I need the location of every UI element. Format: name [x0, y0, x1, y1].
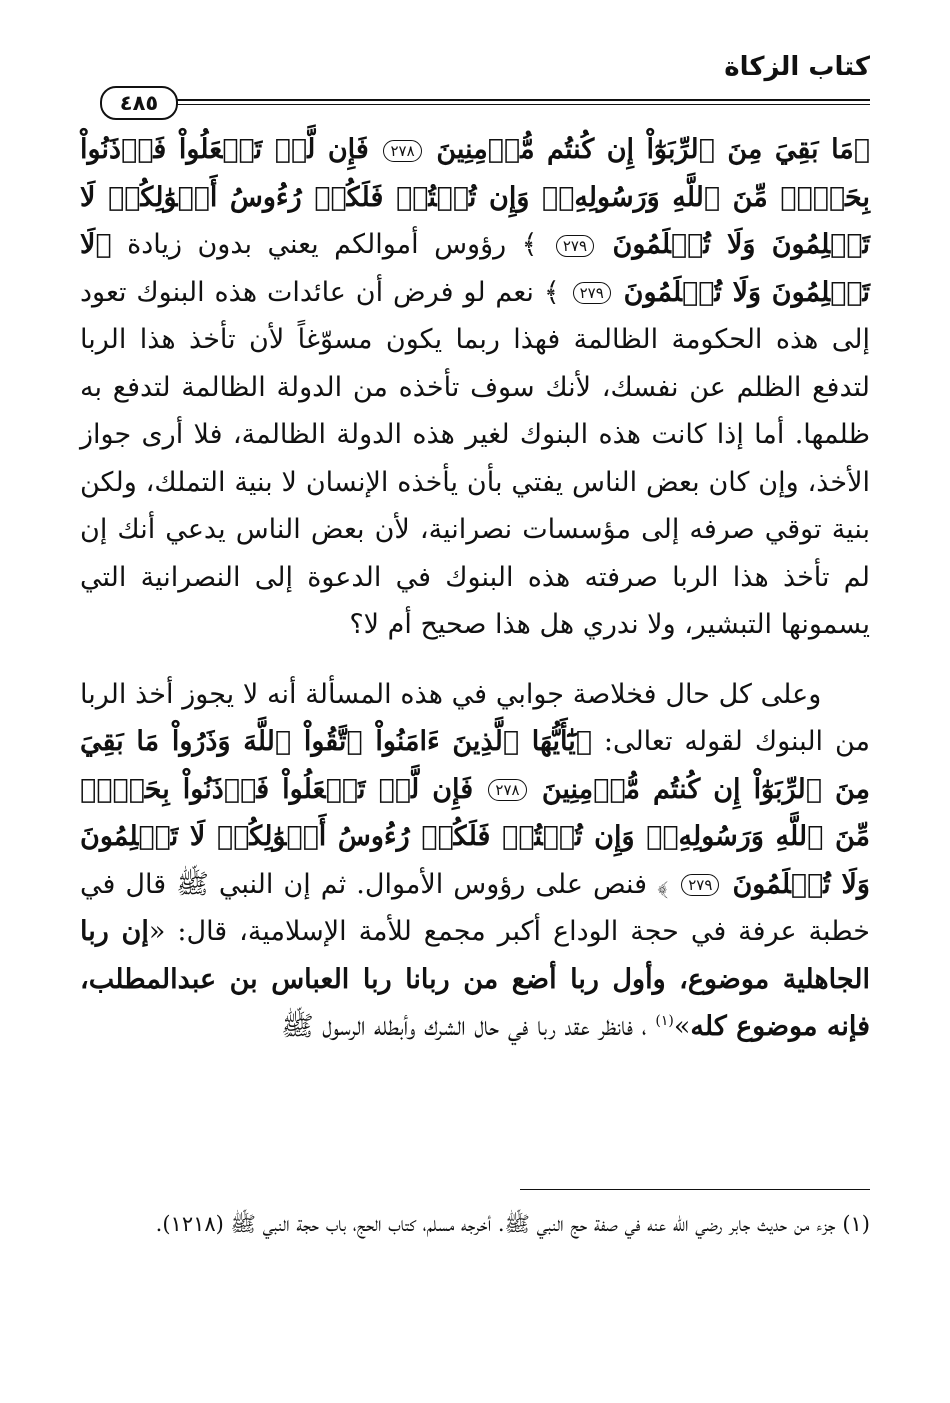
quran-quote: فَإِن لَّمۡ تَفۡعَلُواْ فَأۡذَنُواْ بِحَرۡبٖ مِّنَ ٱللَّهِ وَرَسُولِهِۦۖ وَإِن تُبۡتُمۡ فَلَكُمۡ رُءُوسُ أَمۡوَٰلِكُمۡ لَا تَظۡلِمُونَ وَلَا تُظۡلَمُونَ — [80, 773, 870, 900]
commentary-text: ﴾ رؤوس أموالكم يعني بدون زيادة — [127, 229, 538, 260]
footnote-1: (١) جزء من حديث جابر رضي الله عنه في صفة حج النبي ﷺ. أخرجه مسلم، كتاب الحج، باب حجة النبي ﷺ (١٢١٨). — [155, 1212, 870, 1236]
quran-quote: ﴿مَا بَقِيَ مِنَ ٱلرِّبَوٰٓاْ إِن كُنتُم مُّؤۡمِنِينَ — [436, 134, 870, 165]
quran-quote: فَإِن لَّمۡ تَفۡعَلُواْ فَأۡذَنُواْ بِحَرۡبٖ مِّنَ ٱللَّهِ وَرَسُولِهِۦۖ وَإِن تُبۡتُمۡ فَلَكُمۡ رُءُوسُ أَمۡوَٰلِكُمۡ لَا تَظۡلِمُونَ وَلَا تُظۡلَمُونَ — [80, 134, 870, 260]
commentary-text: ﴾ فنص على رؤوس الأموال. ثم إن النبي ﷺ قال في خطبة عرفة في حجة الوداع أكبر مجمع للأمة الإسلامية، قال: « — [80, 868, 870, 947]
commentary-text: ﴾ نعم لو فرض أن عائدات هذه البنوك تعود إلى هذه الحكومة الظالمة فهذا ربما يكون مسوّغاً لأن تأخذ هذا الربا لتدفع الظلم عن نفسك، لأنك سوف تأخذه من الدولة الظالمة لتدفع به ظلمها. أما إذا كانت هذه البنوك لغير هذه الدولة الظالمة، فلا أرى جواز الأخذ، وإن كان بعض الناس يفتي بأن يأخذه الإنسان لا بنية التملك، ولكن بنية توقي صرفه إلى مؤسسات نصرانية، لأن بعض الناس يدعي أنك إن لم تأخذ هذا الربا صرفته هذه البنوك في الدعوة إلى النصرانية التي يسمونها التبشير، ولا ندري هل هذا صحيح أم لا؟ — [80, 276, 870, 640]
paragraph-1 — [80, 126, 870, 649]
verse-number-marker: ٢٧٨ — [383, 140, 421, 162]
closing-quote: » — [673, 1011, 691, 1042]
verse-number-marker: ٢٧٨ — [488, 779, 526, 801]
header-rule — [168, 99, 870, 105]
quran-quote: ﴿لَا تَظۡلِمُونَ وَلَا تُظۡلَمُونَ — [80, 229, 871, 308]
quran-quote: ﴿يَٰٓأَيُّهَا ٱلَّذِينَ ءَامَنُواْ ٱتَّقُواْ ٱللَّهَ وَذَرُواْ مَا بَقِيَ مِنَ ٱلرِّبَوٰٓاْ إِن كُنتُم مُّؤۡمِنِينَ — [80, 726, 870, 805]
footnote-separator — [520, 1189, 870, 1190]
verse-number-marker: ٢٧٩ — [681, 874, 719, 896]
footnote-marker[interactable]: (١) — [655, 1013, 674, 1029]
page-number: ٤٨٥ — [100, 86, 178, 120]
running-title: كتاب الزكاة — [724, 52, 870, 82]
body-text — [80, 126, 870, 1051]
paragraph-2 — [80, 671, 870, 1051]
verse-number-marker: ٢٧٩ — [573, 282, 611, 304]
hadith-quote: إن ربا الجاهلية موضوع، وأول ربا أضع من ربانا ربا العباس بن عبدالمطلب، فإنه موضوع كله — [80, 916, 870, 1042]
commentary-text: ، فانظر عقد ربا في حال الشرك وأبطله الرسول ﷺ — [281, 1011, 647, 1042]
commentary-text: وعلى كل حال فخلاصة جوابي في هذه المسألة أنه لا يجوز أخذ الربا من البنوك لقوله تعالى: — [80, 678, 870, 757]
verse-number-marker: ٢٧٩ — [556, 235, 594, 257]
